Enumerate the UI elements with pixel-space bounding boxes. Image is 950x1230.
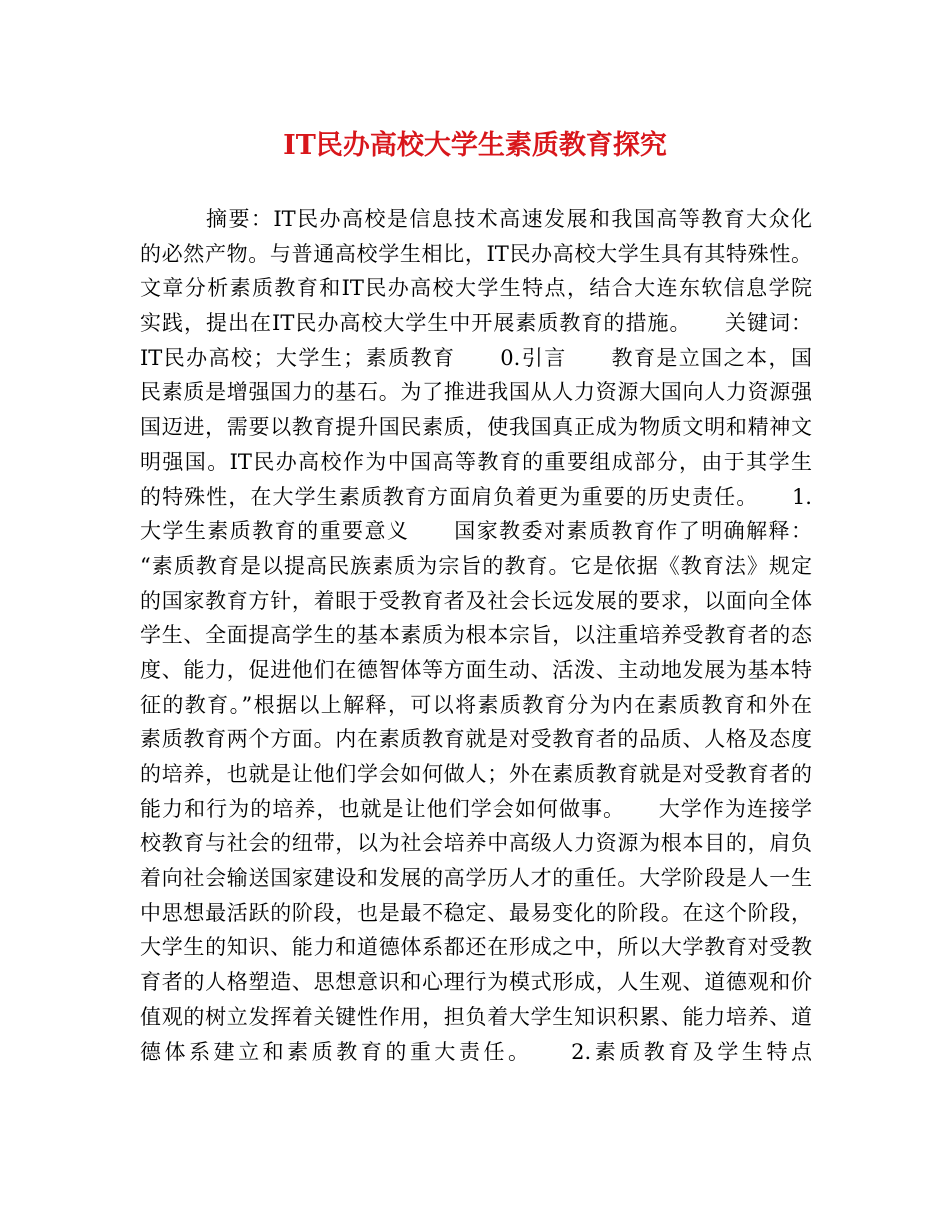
body-line: 的特殊性，在大学生素质教育方面肩负着更为重要的历史责任。 1.	[140, 484, 812, 509]
body-line: 大学生素质教育的重要意义 国家教委对素质教育作了明确解释：	[140, 519, 812, 544]
body-line: 的培养，也就是让他们学会如何做人；外在素质教育就是对受教育者的	[140, 762, 812, 786]
body-line: 国迈进，需要以教育提升国民素质，使我国真正成为物质文明和精神文	[140, 415, 812, 440]
body-line: 值观的树立发挥着关键性作用，担负着大学生知识积累、能力培养、道	[140, 1004, 812, 1029]
document-title: IT民办高校大学生素质教育探究	[283, 130, 667, 161]
body-line: 实践，提出在IT民办高校大学生中开展素质教育的措施。 关键词：	[140, 311, 812, 336]
body-line: 素质教育两个方面。内在素质教育就是对受教育者的品质、人格及态度	[140, 727, 812, 752]
body-line: 文章分析素质教育和IT民办高校大学生特点，结合大连东软信息学院	[140, 276, 812, 301]
body-line: 着向社会输送国家建设和发展的高学历人才的重任。大学阶段是人一生	[140, 866, 812, 891]
body-line: 摘要：IT民办高校是信息技术高速发展和我国高等教育大众化	[206, 207, 812, 231]
body-line: 德体系建立和素质教育的重大责任。 2.素质教育及学生特点	[140, 1039, 812, 1064]
body-line: 能力和行为的培养，也就是让他们学会如何做事。 大学作为连接学	[140, 796, 812, 821]
body-line: 民素质是增强国力的基石。为了推进我国从人力资源大国向人力资源强	[140, 380, 812, 405]
body-line: 征的教育。”根据以上解释，可以将素质教育分为内在素质教育和外在	[140, 692, 812, 717]
body-line: 大学生的知识、能力和道德体系都还在形成之中，所以大学教育对受教	[140, 935, 812, 960]
body-line: “素质教育是以提高民族素质为宗旨的教育。它是依据《教育法》规定	[140, 553, 812, 578]
document-body	[140, 202, 812, 1069]
body-line: 育者的人格塑造、思想意识和心理行为模式形成，人生观、道德观和价	[140, 970, 812, 995]
body-line: 明强国。IT民办高校作为中国高等教育的重要组成部分，由于其学生	[140, 449, 812, 474]
body-line: 中思想最活跃的阶段，也是最不稳定、最易变化的阶段。在这个阶段，	[140, 900, 812, 925]
body-line: 的国家教育方针，着眼于受教育者及社会长远发展的要求，以面向全体	[140, 588, 812, 613]
body-line: IT民办高校；大学生；素质教育 0.引言 教育是立国之本，国	[140, 345, 812, 370]
body-line: 学生、全面提高学生的基本素质为根本宗旨，以注重培养受教育者的态	[140, 623, 812, 648]
body-line: 度、能力，促进他们在德智体等方面生动、活泼、主动地发展为基本特	[140, 657, 812, 682]
body-line: 的必然产物。与普通高校学生相比，IT民办高校大学生具有其特殊性。	[140, 241, 812, 266]
body-line: 校教育与社会的纽带，以为社会培养中高级人力资源为根本目的，肩负	[140, 831, 812, 856]
